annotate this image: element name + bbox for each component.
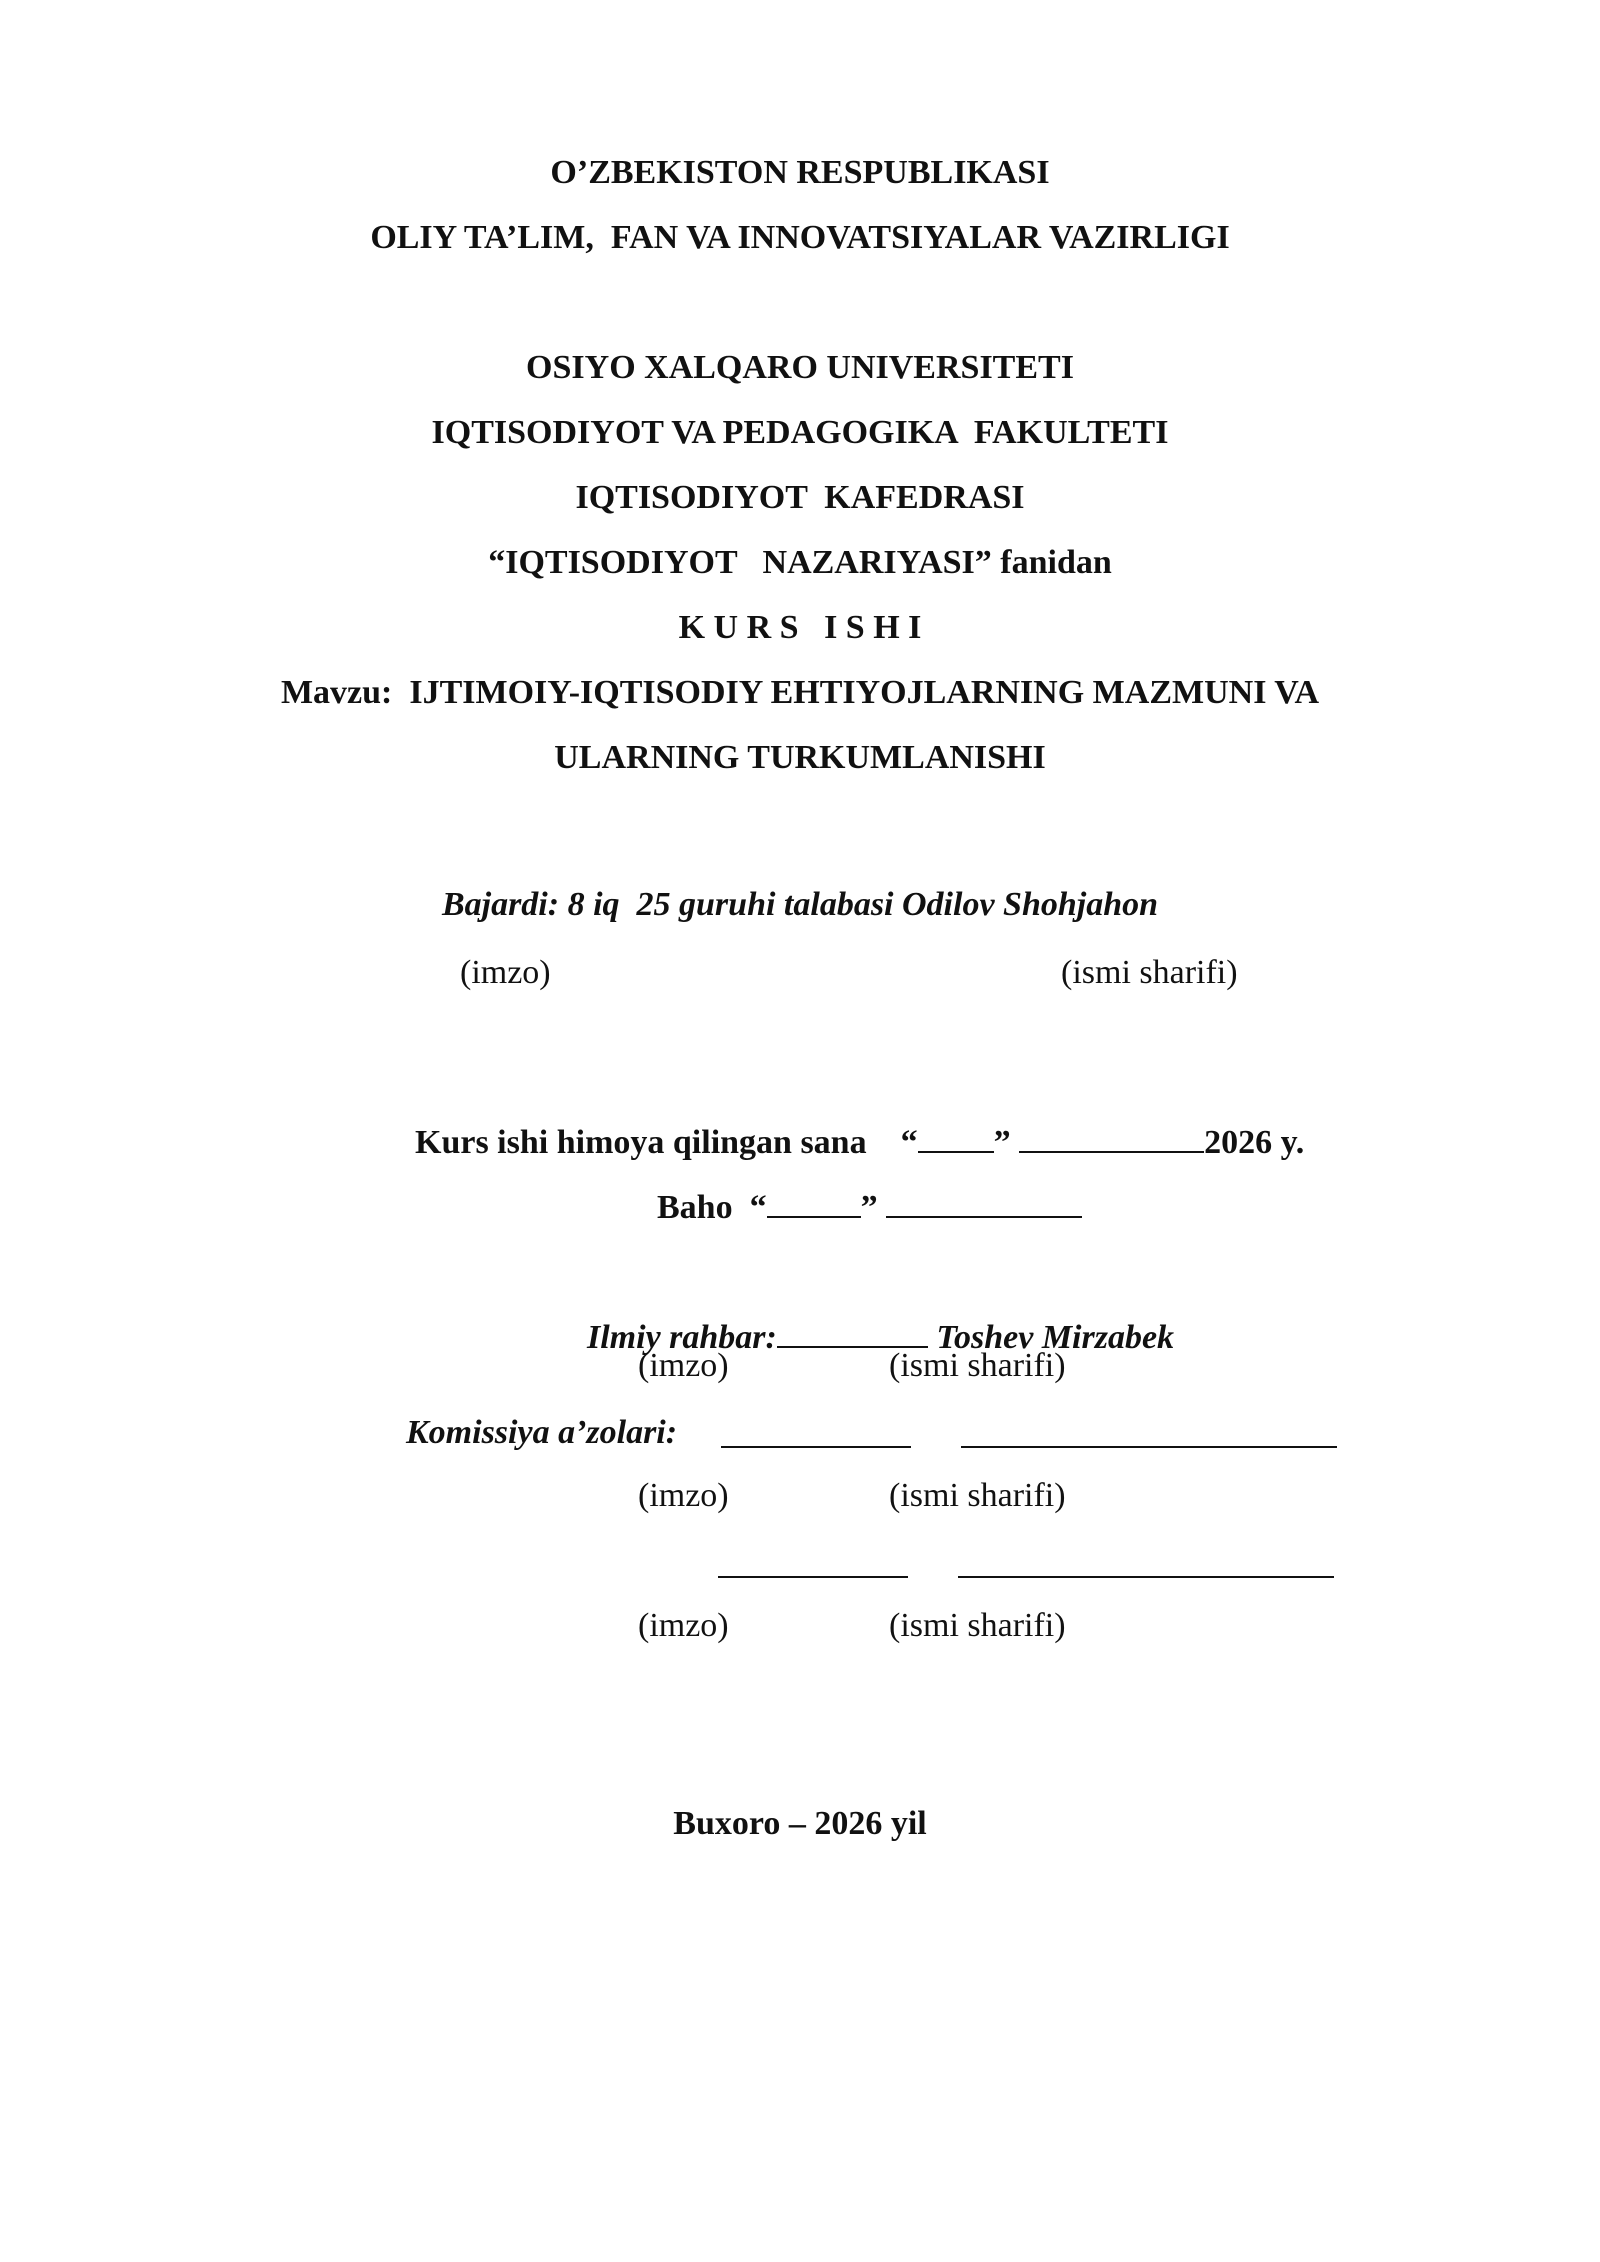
work-type-heading: K U R S I S H I bbox=[678, 609, 922, 646]
country-heading: O’ZBEKISTON RESPUBLIKASI bbox=[550, 154, 1050, 191]
supervisor-name: Toshev Mirzabek bbox=[936, 1319, 1175, 1356]
defense-date-quote-open: “ bbox=[900, 1124, 918, 1161]
place-year: Buxoro – 2026 yil bbox=[673, 1805, 927, 1842]
grade-quote-open: “ bbox=[749, 1189, 767, 1226]
defense-year: 2026 y. bbox=[1204, 1124, 1305, 1161]
student-signature-label: (imzo) bbox=[460, 954, 551, 991]
ministry-heading: OLIY TA’LIM, FAN VA INNOVATSIYALAR VAZIRLIGI bbox=[370, 219, 1230, 256]
commission-name-blank-1 bbox=[961, 1446, 1337, 1448]
commission-signature-blank-2 bbox=[718, 1576, 908, 1578]
grade-row bbox=[623, 1148, 1082, 1268]
commission-label: Komissiya a’zolari: bbox=[406, 1414, 678, 1451]
supervisor-label: Ilmiy rahbar: bbox=[587, 1319, 777, 1356]
university-heading: OSIYO XALQARO UNIVERSITETI bbox=[526, 349, 1074, 386]
defense-date-quote-close: ” bbox=[993, 1124, 1011, 1161]
faculty-heading: IQTISODIYOT VA PEDAGOGIKA FAKULTETI bbox=[431, 414, 1169, 451]
grade-quote-close: ” bbox=[860, 1189, 878, 1226]
grade-word-blank bbox=[886, 1188, 1082, 1218]
student-name-label: (ismi sharifi) bbox=[1061, 954, 1238, 991]
supervisor-signature-blank bbox=[777, 1318, 928, 1348]
department-heading: IQTISODIYOT KAFEDRASI bbox=[575, 479, 1025, 516]
topic-line-1: Mavzu: IJTIMOIY-IQTISODIY EHTIYOJLARNING MAZMUNI VA bbox=[280, 674, 1320, 711]
supervisor-name-label: (ismi sharifi) bbox=[889, 1347, 1066, 1384]
defense-date-label: Kurs ishi himoya qilingan sana bbox=[415, 1124, 867, 1161]
commission-signature-label-1: (imzo) bbox=[638, 1477, 729, 1514]
grade-number-blank bbox=[767, 1188, 861, 1218]
commission-name-label-1: (ismi sharifi) bbox=[889, 1477, 1066, 1514]
supervisor-signature-label: (imzo) bbox=[638, 1347, 729, 1384]
topic-line-2: ULARNING TURKUMLANISHI bbox=[554, 739, 1046, 776]
subject-heading: “IQTISODIYOT NAZARIYASI” fanidan bbox=[488, 544, 1112, 581]
commission-signature-blank-1 bbox=[721, 1446, 911, 1448]
performed-by: Bajardi: 8 iq 25 guruhi talabasi Odilov Shohjahon bbox=[441, 886, 1159, 923]
commission-name-blank-2 bbox=[958, 1576, 1334, 1578]
commission-name-label-2: (ismi sharifi) bbox=[889, 1607, 1066, 1644]
grade-label: Baho bbox=[657, 1189, 733, 1226]
commission-signature-label-2: (imzo) bbox=[638, 1607, 729, 1644]
